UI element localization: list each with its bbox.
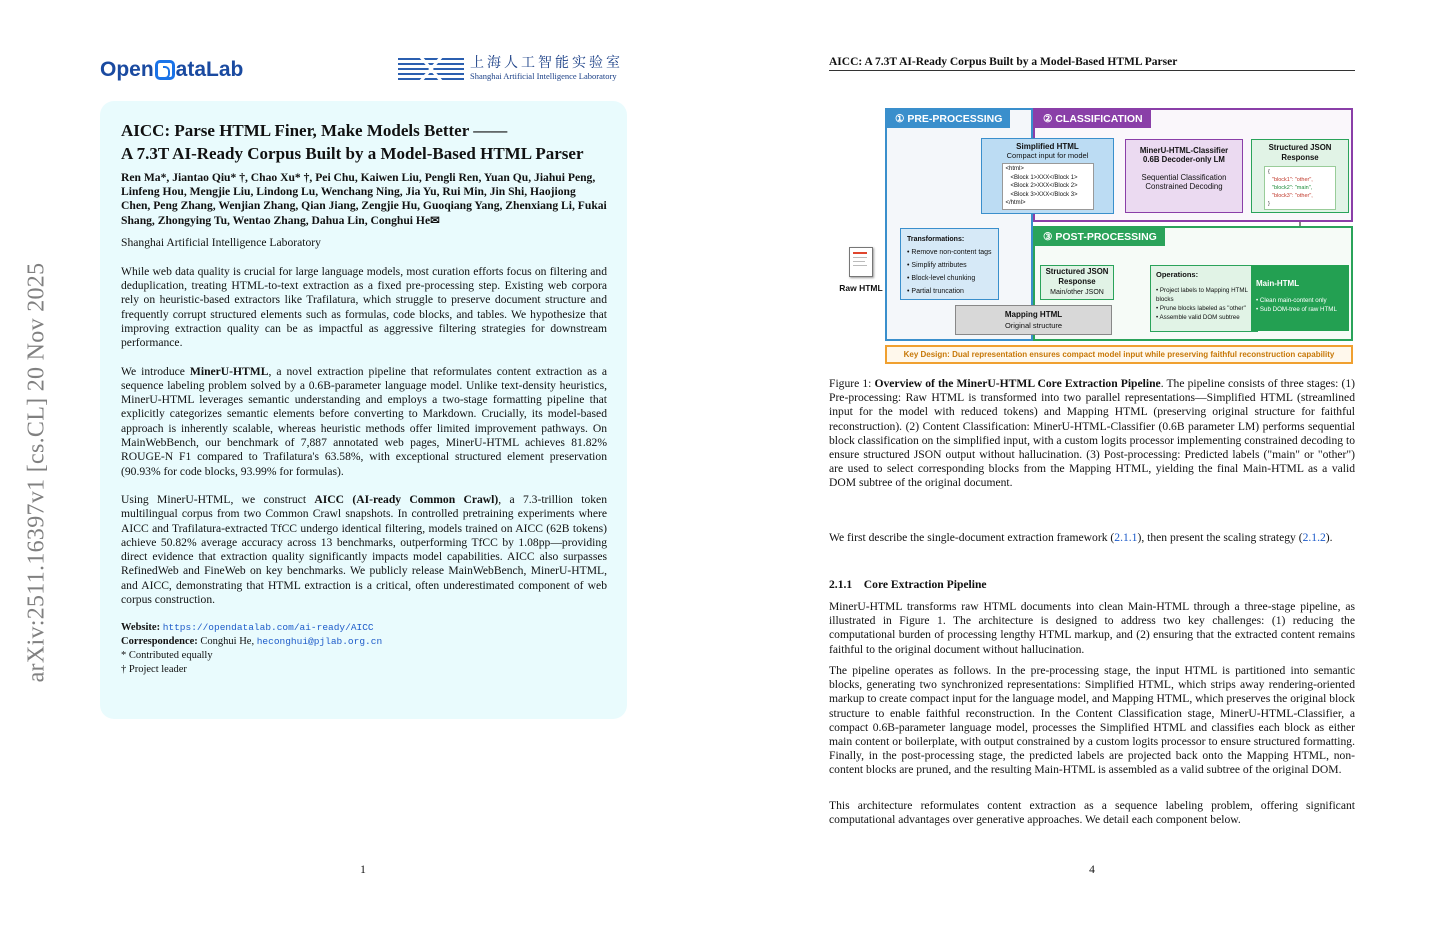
json-code-block: { "block1": "other", "block2": "main", "block3": "other", } bbox=[1264, 166, 1336, 210]
shlab-logo bbox=[398, 56, 623, 82]
d-glyph-icon bbox=[155, 60, 175, 80]
body-paragraph-3: This architecture reformulates content extraction as a sequence labeling problem, offering significant computational advantages over generative approaches. We detail each component below. bbox=[829, 799, 1355, 827]
shlab-stripes-icon bbox=[398, 56, 464, 82]
json-response-post-box: Structured JSON Response Main/other JSON bbox=[1040, 265, 1114, 300]
mapping-html-box: Mapping HTML Original structure bbox=[955, 305, 1112, 335]
abstract-box bbox=[100, 101, 627, 719]
section-heading: 2.1.1 Core Extraction Pipeline bbox=[829, 578, 987, 591]
affiliation: Shanghai Artificial Intelligence Laboratory bbox=[121, 235, 321, 249]
abstract-paragraph-3: Using MinerU-HTML, we construct AICC (AI-ready Common Crawl), a 7.3-trillion token multilingual corpus from two Common Crawl snapshots. In controlled pretraining experiments where AICC and Trafilatura-extracted TfCC undergo identical filtering, models trained on AICC (62B tokens) achieve 50.82% average accuracy across 13 benchmarks, outperforming TfCC by 1.08pp—providing direct evidence that extraction quality significantly impacts model capabilities. AICC also surpasses RefinedWeb and FineWeb on key benchmarks. We publicly release MainWebBench, MinerU-HTML, and AICC, demonstrating that HTML extraction is a critical, often underestimated component of web corpus construction. bbox=[121, 492, 607, 607]
classification-header: ② CLASSIFICATION bbox=[1035, 110, 1151, 128]
email-link[interactable]: heconghui@pjlab.org.cn bbox=[256, 636, 383, 648]
equal-contribution-note: * Contributed equally bbox=[121, 650, 213, 662]
transformations-box: Transformations: • Remove non-content tags • Simplify attributes • Block-level chunking • Partial truncation bbox=[900, 228, 999, 300]
body-paragraph-2: The pipeline operates as follows. In the pre-processing stage, the input HTML is partitioned into semantic blocks, generating two synchronized representations: Simplified HTML, which strips away rendering-oriented markup to create compact input for the language model, and Mapping HTML, which preserves the original block structure to enable faithful reconstruction. In the Content Classification stage, MinerU-HTML-Classifier, a compact 0.6B-parameter language model, processes the Simplified HTML and classifies each block as either main content or boilerplate, with output constrained by a custom logits processor to ensure structured formatting. Finally, in the post-processing stage, the predicted labels are projected back onto the Mapping HTML, non-content blocks are pruned, and the resulting Main-HTML is assembled as a valid subtree of the original DOM. bbox=[829, 664, 1355, 777]
project-leader-note: † Project leader bbox=[121, 664, 187, 676]
section-ref-2-1-1[interactable]: 2.1.1 bbox=[1114, 531, 1138, 544]
page-number: 4 bbox=[1089, 864, 1095, 876]
author-list: Ren Ma*, Jiantao Qiu* †, Chao Xu* †, Pei Chu, Kaiwen Liu, Pengli Ren, Yuan Qu, Jiahui Peng, Linfeng Hou, Mengjie Liu, Lindong Lu, Wenchang Ning, Jia Yu, Rui Min, Jin Shi, Haojiong Chen, Peng Zhang, Wenjian Zhang, Qian Jiang, Zengjie Hu, Guoqiang Yang, Zhenxiang Li, Fukai Shang, Zhongying Tu, Wentao Zhang, Dahua Lin, Conghui He✉ bbox=[121, 171, 607, 227]
structured-json-box: Structured JSON Response { "block1": "other", "block2": "main", "block3": "other", } bbox=[1251, 139, 1349, 213]
shlab-name-en: Shanghai Artificial Intelligence Laboratory bbox=[470, 71, 617, 81]
simplified-code-block: <html> <Block 1>XXX</Block 1> <Block 2>XXX</Block 2> <Block 3>XXX</Block 3> </html> bbox=[1002, 163, 1094, 210]
main-html-box: Main-HTML • Clean main-content only • Sub DOM-tree of raw HTML bbox=[1251, 265, 1349, 331]
classifier-box: MinerU-HTML-Classifier 0.6B Decoder-only LM Sequential Classification Constrained Decoding bbox=[1125, 139, 1243, 213]
paper-metadata: Website: https://opendatalab.com/ai-ready/AICC Correspondence: Conghui He, heconghui@pjlab.org.cn * Contributed equally † Project leader bbox=[121, 621, 607, 677]
key-design-note: Key Design: Dual representation ensures compact model input while preserving faithful reconstruction capability bbox=[885, 345, 1353, 364]
opendatalab-logo: Open ataLab bbox=[100, 58, 244, 81]
running-head: AICC: A 7.3T AI-Ready Corpus Built by a Model-Based HTML Parser bbox=[829, 56, 1355, 71]
paper-title: AICC: Parse HTML Finer, Make Models Better —— A 7.3T AI-Ready Corpus Built by a Model-Based HTML Parser bbox=[121, 121, 584, 163]
post-processing-header: ③ POST-PROCESSING bbox=[1035, 228, 1165, 246]
paper-page-4 bbox=[728, 0, 1456, 942]
arxiv-stamp: arXiv:2511.16397v1 [cs.CL] 20 Nov 2025 bbox=[23, 262, 50, 682]
pre-processing-header: ① PRE-PROCESSING bbox=[887, 110, 1010, 128]
section-ref-2-1-2[interactable]: 2.1.2 bbox=[1302, 531, 1326, 544]
website-link[interactable]: https://opendatalab.com/ai-ready/AICC bbox=[162, 622, 374, 634]
operations-box: Operations: • Project labels to Mapping HTML blocks • Prune blocks labeled as "other" • Assemble valid DOM subtree bbox=[1150, 265, 1258, 332]
abstract-paragraph-2: We introduce MinerU-HTML, a novel extraction pipeline that reformulates content extraction as a sequence labeling problem solved by a 0.6B-parameter language model. Unlike text-density heuristics, MinerU-HTML leverages semantic understanding and employs a two-stage formatting pipeline that explicitly categorizes semantic elements before converting to Markdown. Crucially, its model-based approach is inherently scalable, whereas heuristic methods offer limited improvement pathways. On MainWebBench, our benchmark of 7,887 annotated web pages, MinerU-HTML achieves 81.82% ROUGE-N F1 compared to Trafilatura's 63.58%, with exceptional structured element preservation (90.93% for code blocks, 93.99% for formulas). bbox=[121, 364, 607, 478]
page-number: 1 bbox=[360, 864, 366, 876]
simplified-html-box: Simplified HTML Compact input for model <html> <Block 1>XXX</Block 1> <Block 2>XXX</Block 2> <Block 3>XXX</Block 3> </html> bbox=[981, 138, 1114, 214]
pipeline-figure bbox=[831, 105, 1356, 368]
html-document-icon bbox=[849, 247, 873, 277]
figure-caption: Figure 1: Overview of the MinerU-HTML Core Extraction Pipeline. The pipeline consists of three stages: (1) Pre-processing: Raw HTML is transformed into two parallel representations—Simplified HTML (streamlined input for the model with reduced tokens) and Mapping HTML (preserving original structure for faithful reconstruction). (2) Content Classification: MinerU-HTML-Classifier (0.6B parameter LM) performs sequential block classification on the simplified input, with a custom logits processor implementing constrained decoding to ensure structured JSON output without hallucination. (3) Post-processing: Predicted labels ("main" or "other") are used to select corresponding blocks from the Mapping HTML, yielding the final Main-HTML as a valid DOM subtree of the original document. bbox=[829, 377, 1355, 490]
intro-paragraph: We first describe the single-document extraction framework (2.1.1), then present the scaling strategy (2.1.2). bbox=[829, 531, 1333, 544]
raw-html-node: Raw HTML bbox=[833, 247, 889, 293]
shlab-name-cn: 上海人工智能实验室 bbox=[470, 56, 623, 71]
abstract-paragraph-1: While web data quality is crucial for large language models, most curation efforts focus on filtering and deduplication, treating HTML-to-text extraction as a fixed pre-processing step. Existing web corpora rely on heuristic-based extractors like Trafilatura, which struggle to preserve document structure and frequently corrupt structured elements such as formulas, code blocks, and tables. We hypothesize that improving extraction quality can be as impactful as aggressive filtering strategies for downstream performance. bbox=[121, 264, 607, 350]
body-paragraph-1: MinerU-HTML transforms raw HTML documents into clean Main-HTML through a three-stage pipeline, as illustrated in Figure 1. The architecture is designed to address two key challenges: (1) reducing the computational burden of processing lengthy HTML markup, and (2) ensuring that the extracted content remains faithful to the original document without hallucination. bbox=[829, 600, 1355, 656]
